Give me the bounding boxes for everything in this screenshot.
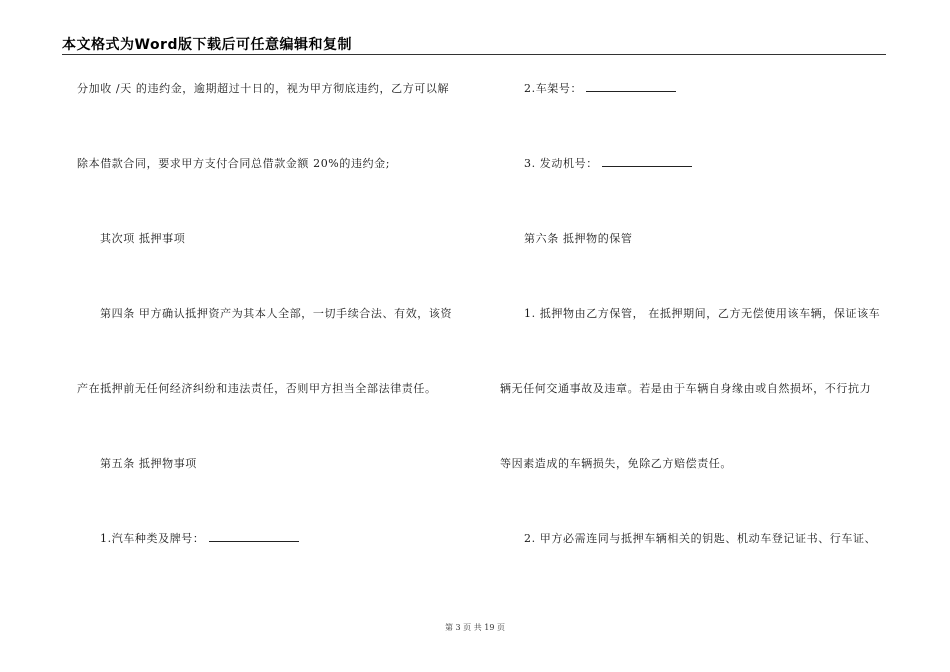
fill-blank [209, 531, 299, 542]
fill-blank [602, 156, 692, 167]
left-article-5-heading: 第五条 抵押物事项 [100, 457, 197, 470]
left-vehicle-type-field: 1.汽车种类及牌号： [100, 530, 299, 546]
right-line-1: 1. 抵押物由乙方保管， 在抵押期间，乙方无偿使用该车辆，保证该车 [524, 307, 881, 320]
right-engine-number-field: 3. 发动机号： [524, 155, 692, 171]
left-line-1: 分加收 /天 的违约金，逾期超过十日的，视为甲方彻底违约，乙方可以解 [77, 82, 450, 95]
right-line-2: 辆无任何交通事故及违章。若是由于车辆自身缘由或自然损坏，不行抗力 [500, 382, 872, 395]
fill-blank [586, 81, 676, 92]
document-header-title: 本文格式为Word版下载后可任意编辑和复制 [62, 37, 352, 53]
right-line-3: 等因素造成的车辆损失，免除乙方赔偿责任。 [500, 457, 732, 470]
left-line-article-4-cont: 产在抵押前无任何经济纠纷和违法责任，否则甲方担当全部法律责任。 [77, 382, 437, 395]
right-line-4: 2. 甲方必需连同与抵押车辆相关的钥匙、机动车登记证书、行车证、 [524, 532, 877, 545]
left-line-article-4: 第四条 甲方确认抵押资产为其本人全部，一切手续合法、有效，该资 [100, 307, 453, 320]
right-article-6-heading: 第六条 抵押物的保管 [524, 232, 633, 245]
left-line-2: 除本借款合同，要求甲方支付合同总借款金额 20%的违约金; [77, 157, 391, 170]
page-footer: 第 3 页 共 19 页 [445, 623, 505, 632]
left-section-heading-2: 其次项 抵押事项 [100, 232, 186, 245]
right-frame-number-field: 2.车架号： [524, 80, 676, 96]
header-divider [62, 54, 886, 55]
